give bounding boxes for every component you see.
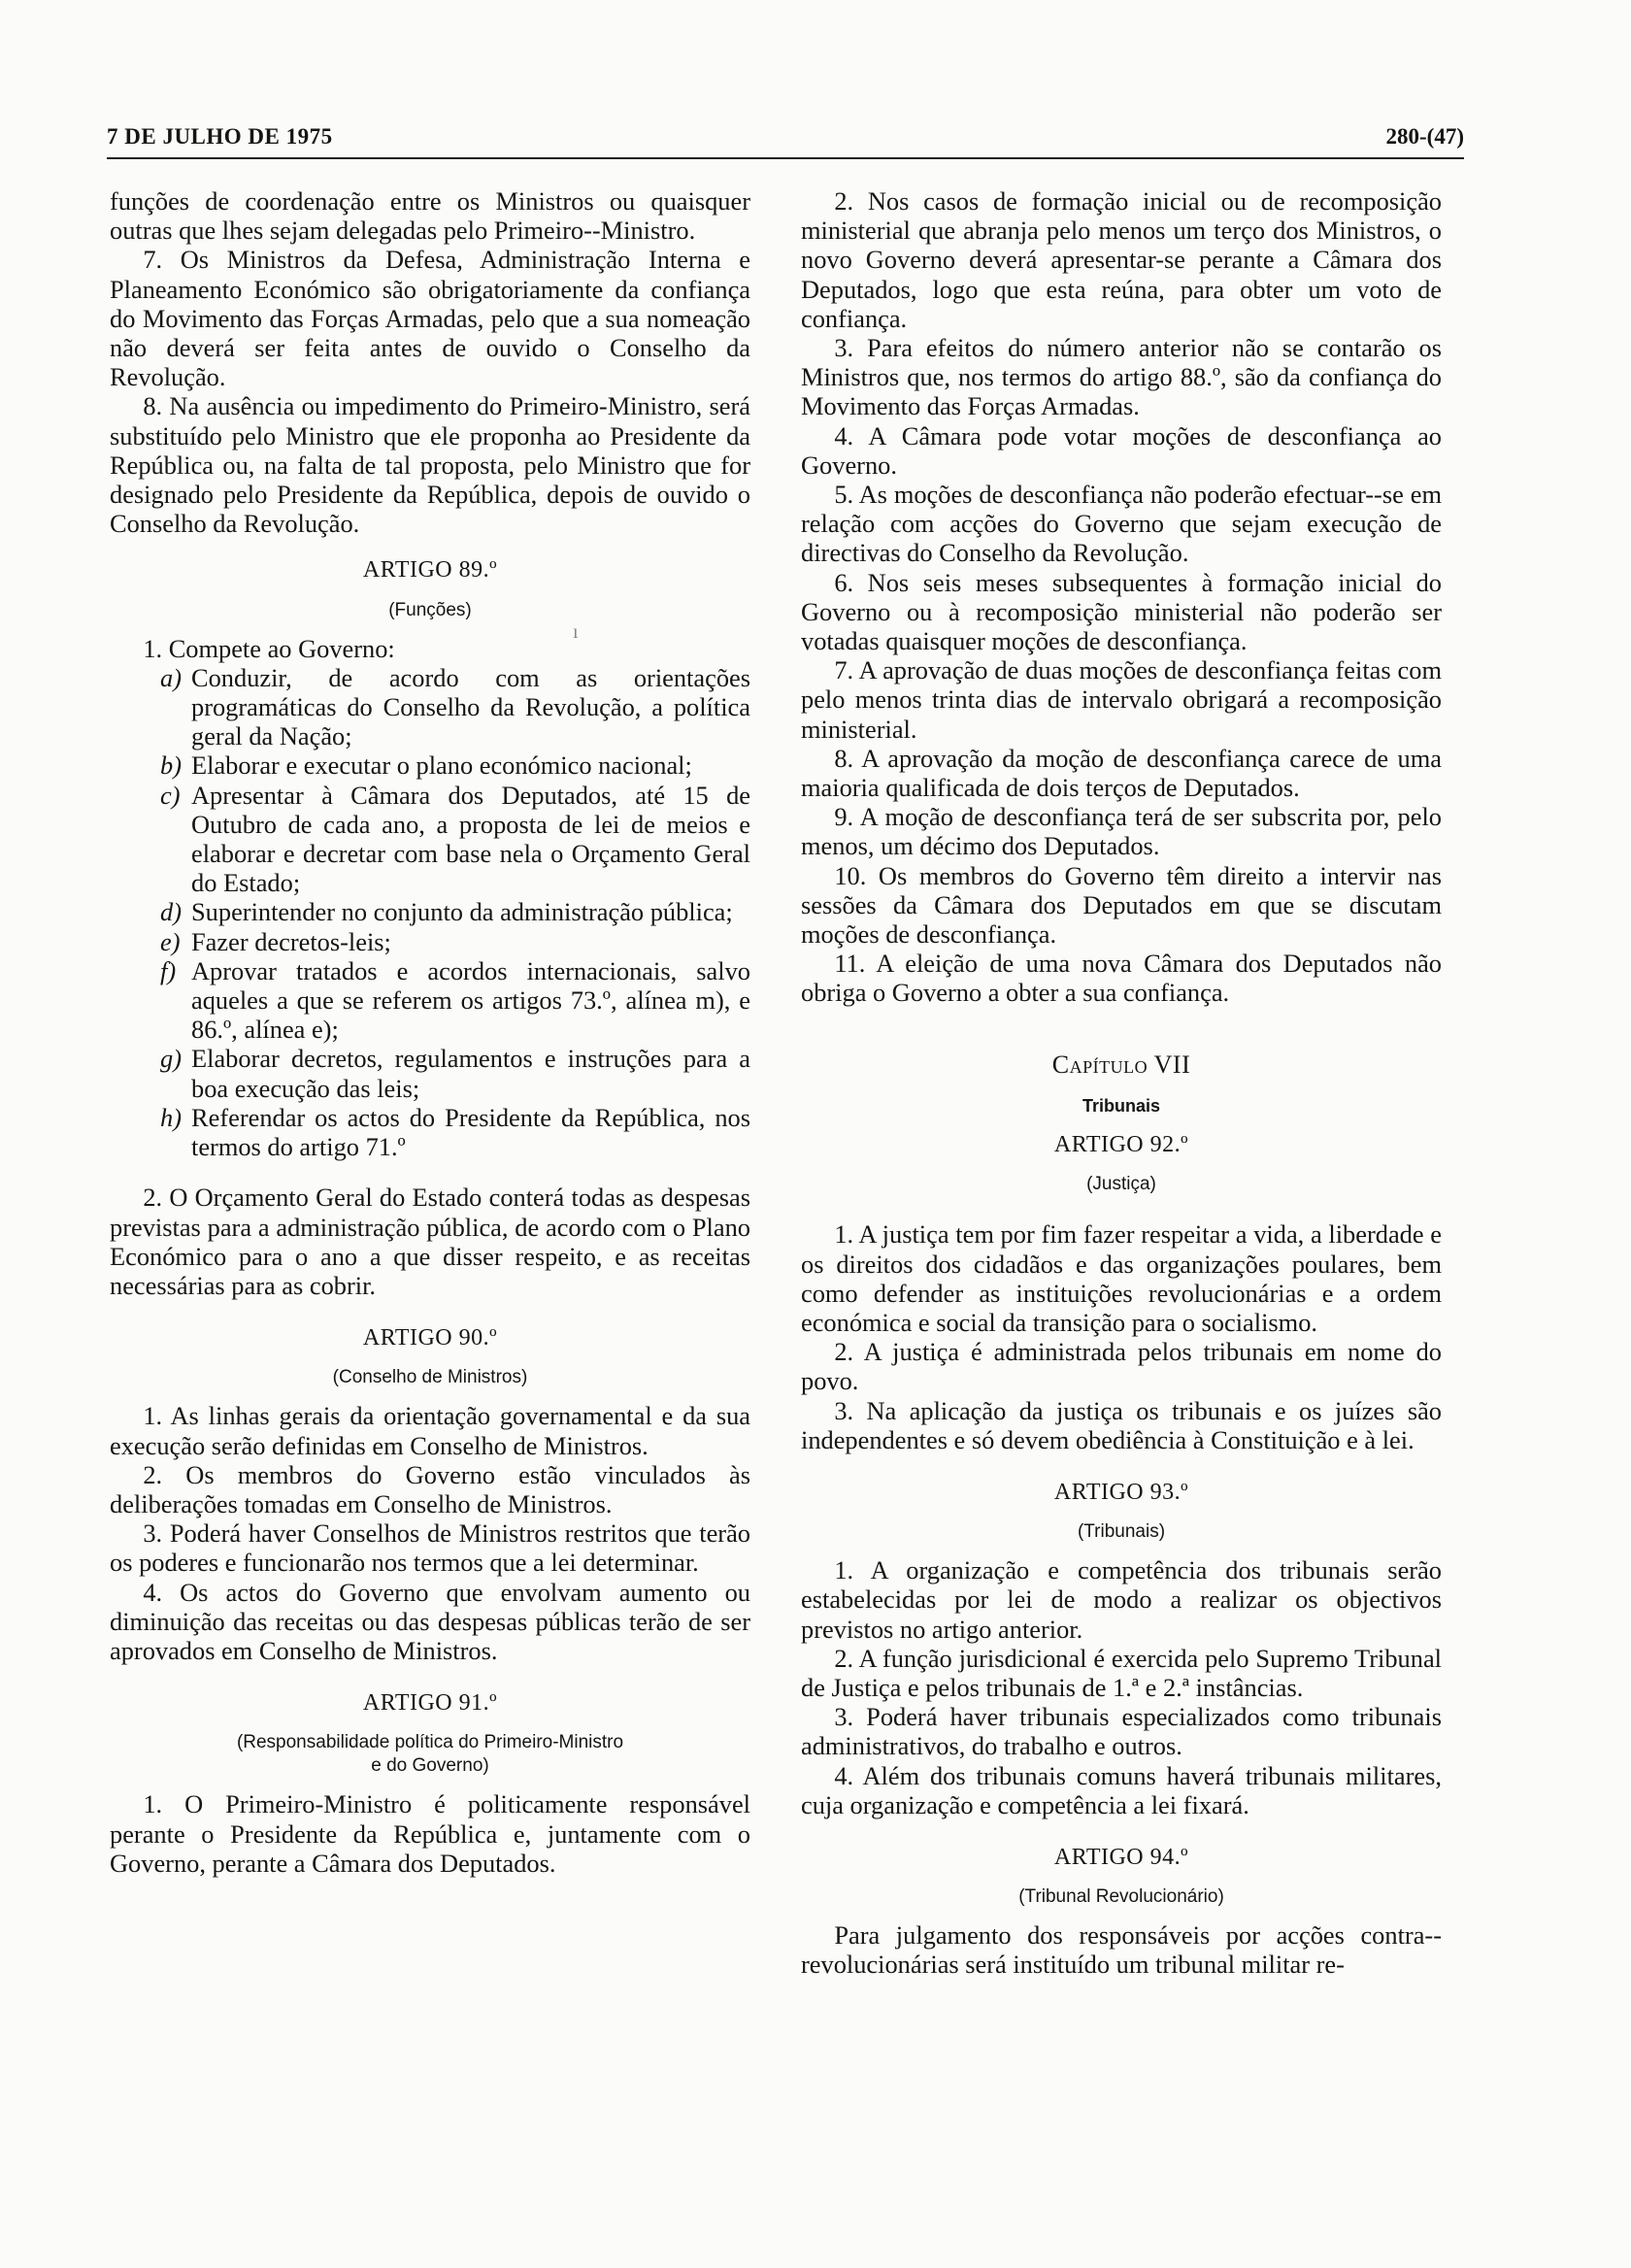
item-letter: e) bbox=[160, 926, 181, 956]
item-text: Elaborar e executar o plano económico nacional; bbox=[191, 750, 692, 781]
article-title: ARTIGO 90.º bbox=[362, 1325, 498, 1351]
right-column bbox=[801, 186, 1442, 1980]
paragraph: funções de coordenação entre os Ministros ou quaisquer outras que lhes sejam delegadas pelo Primeiro--Ministro. bbox=[110, 186, 750, 246]
item-text: Aprovar tratados e acordos internacionais, salvo aqueles a que se referem os artigos 73.º, alínea m), e 86.º, alínea e); bbox=[191, 955, 750, 1045]
header-page-number: 280-(47) bbox=[1385, 124, 1464, 149]
page-header bbox=[107, 124, 1464, 159]
list-item bbox=[160, 897, 750, 926]
chapter-title: Capítulo VII bbox=[1051, 1050, 1191, 1079]
item-letter: a) bbox=[160, 662, 182, 692]
header-date: 7 DE JULHO DE 1975 bbox=[107, 124, 333, 149]
left-column bbox=[110, 186, 750, 1878]
article-subtitle: (Conselho de Ministros) bbox=[332, 1367, 528, 1388]
item-text: Superintender no conjunto da administração pública; bbox=[191, 897, 733, 927]
paragraph: 6. Nos seis meses subsequentes à formação inicial do Governo ou à recomposição ministerial não poderão ser votadas quaisquer moções de desconfiança. bbox=[801, 567, 1442, 656]
item-letter: d) bbox=[160, 897, 182, 927]
paragraph: 10. Os membros do Governo têm direito a intervir nas sessões da Câmara dos Deputados em que se discutam moções de desconfiança. bbox=[801, 860, 1442, 950]
paragraph: 4. Os actos do Governo que envolvam aumento ou diminuição das receitas ou das despesas públicas terão de ser aprovados em Conselho de Ministros. bbox=[110, 1577, 750, 1665]
paragraph: 8. A aprovação da moção de desconfiança carece de uma maioria qualificada de dois terços de Deputados. bbox=[801, 743, 1442, 803]
item-text: Fazer decretos-leis; bbox=[191, 926, 391, 956]
item-letter: c) bbox=[160, 780, 181, 810]
paragraph: 3. Poderá haver tribunais especializados como tribunais administrativos, do trabalho e outros. bbox=[801, 1702, 1442, 1761]
paragraph: 7. A aprovação de duas moções de desconfiança feitas com pelo menos trinta dias de intervalo obrigará a recomposição ministerial. bbox=[801, 655, 1442, 744]
article-title: ARTIGO 89.º bbox=[362, 557, 498, 584]
article-title: ARTIGO 94.º bbox=[1053, 1844, 1189, 1870]
margin-mark: ı bbox=[573, 621, 579, 643]
paragraph: 5. As moções de desconfiança não poderão efectuar--se em relação com acções do Governo que sejam execução de directivas do Conselho da Revolução. bbox=[801, 480, 1442, 568]
list-item bbox=[160, 663, 750, 751]
paragraph: 1. Compete ao Governo: bbox=[143, 633, 395, 663]
article-subtitle: e do Governo) bbox=[371, 1755, 489, 1777]
paragraph: 3. Para efeitos do número anterior não se contarão os Ministros que, nos termos do artigo 88.º, são da confiança do Movimento das Forças Armadas. bbox=[801, 333, 1442, 421]
paragraph: 4. Além dos tribunais comuns haverá tribunais militares, cuja organização e competência a lei fixará. bbox=[801, 1760, 1442, 1819]
list-item bbox=[160, 781, 750, 898]
paragraph: Para julgamento dos responsáveis por acções contra--revolucionárias será instituído um tribunal militar re- bbox=[801, 1920, 1442, 1980]
item-letter: g) bbox=[160, 1044, 182, 1074]
item-text: Referendar os actos do Presidente da República, nos termos do artigo 71.º bbox=[191, 1102, 750, 1162]
paragraph: 4. A Câmara pode votar moções de desconfiança ao Governo. bbox=[801, 420, 1442, 480]
item-text: Conduzir, de acordo com as orientações programáticas do Conselho da Revolução, a política geral da Nação; bbox=[191, 662, 750, 751]
paragraph: 2. A justiça é administrada pelos tribunais em nome do povo. bbox=[801, 1337, 1442, 1396]
item-letter: b) bbox=[160, 750, 182, 781]
list-item bbox=[160, 927, 750, 956]
paragraph: 2. Nos casos de formação inicial ou de recomposição ministerial que abranja pelo menos um terço dos Ministros, o novo Governo deverá apresentar-se perante a Câmara dos Deputados, logo que esta reúna, para obter um voto de confiança. bbox=[801, 186, 1442, 333]
item-letter: f) bbox=[160, 955, 177, 985]
list-item bbox=[160, 1103, 750, 1161]
paragraph: 1. A organização e competência dos tribunais serão estabelecidas por lei de modo a realizar os objectivos previstos no artigo anterior. bbox=[801, 1555, 1442, 1644]
item-text: Apresentar à Câmara dos Deputados, até 15 de Outubro de cada ano, a proposta de lei de meios e elaborar e decretar com base nela o Orçamento Geral do Estado; bbox=[191, 780, 750, 898]
paragraph: 9. A moção de desconfiança terá de ser subscrita por, pelo menos, um décimo dos Deputados. bbox=[801, 802, 1442, 861]
article-subtitle: (Tribunal Revolucionário) bbox=[1018, 1886, 1224, 1908]
article-title: ARTIGO 91.º bbox=[362, 1690, 498, 1717]
paragraph: 3. Poderá haver Conselhos de Ministros restritos que terão os poderes e funcionarão nos termos que a lei determinar. bbox=[110, 1518, 750, 1578]
paragraph: 2. O Orçamento Geral do Estado conterá todas as despesas previstas para a administração pública, de acordo com o Plano Económico para o ano a que disser respeito, e as receitas necessárias para as cobrir. bbox=[110, 1183, 750, 1300]
list-item bbox=[160, 956, 750, 1045]
list-item bbox=[160, 1044, 750, 1102]
article-title: ARTIGO 93.º bbox=[1053, 1479, 1189, 1505]
article-subtitle: (Responsabilidade política do Primeiro-Ministro bbox=[236, 1732, 624, 1753]
paragraph: 3. Na aplicação da justiça os tribunais e os juízes são independentes e só devem obediência à Constituição e à lei. bbox=[801, 1395, 1442, 1454]
item-letter: h) bbox=[160, 1102, 182, 1132]
item-text: Elaborar decretos, regulamentos e instruções para a boa execução das leis; bbox=[191, 1044, 750, 1103]
article-item-list bbox=[160, 663, 750, 1161]
paragraph: 11. A eleição de uma nova Câmara dos Deputados não obriga o Governo a obter a sua confiança. bbox=[801, 949, 1442, 1008]
paragraph: 2. A função jurisdicional é exercida pelo Supremo Tribunal de Justiça e pelos tribunais de 1.ª e 2.ª instâncias. bbox=[801, 1643, 1442, 1702]
article-subtitle: (Justiça) bbox=[1086, 1174, 1156, 1195]
article-subtitle: (Funções) bbox=[388, 599, 472, 620]
chapter-subtitle: Tribunais bbox=[1082, 1095, 1160, 1116]
list-item bbox=[160, 750, 750, 780]
paragraph: 1. O Primeiro-Ministro é politicamente responsável perante o Presidente da República e, juntamente com o Governo, perante a Câmara dos Deputados. bbox=[110, 1789, 750, 1878]
paragraph: 1. As linhas gerais da orientação governamental e da sua execução serão definidas em Conselho de Ministros. bbox=[110, 1401, 750, 1460]
paragraph: 8. Na ausência ou impedimento do Primeiro-Ministro, será substituído pelo Ministro que ele proponha ao Presidente da República ou, na falta de tal proposta, pelo Ministro que for designado pelo Presidente da República, depois de ouvido o Conselho da Revolução. bbox=[110, 391, 750, 539]
article-title: ARTIGO 92.º bbox=[1053, 1132, 1189, 1158]
article-subtitle: (Tribunais) bbox=[1077, 1521, 1166, 1543]
paragraph: 1. A justiça tem por fim fazer respeitar a vida, a liberdade e os direitos dos cidadãos e das organizações poulares, bem como defender as instituições revolucionárias e a ordem económica e social da transição para o socialismo. bbox=[801, 1219, 1442, 1337]
paragraph: 2. Os membros do Governo estão vinculados às deliberações tomadas em Conselho de Ministros. bbox=[110, 1459, 750, 1518]
paragraph: 7. Os Ministros da Defesa, Administração Interna e Planeamento Económico são obrigatoriamente da confiança do Movimento das Forças Armadas, pelo que a sua nomeação não deverá ser feita antes de ouvido o Conselho da Revolução. bbox=[110, 245, 750, 392]
